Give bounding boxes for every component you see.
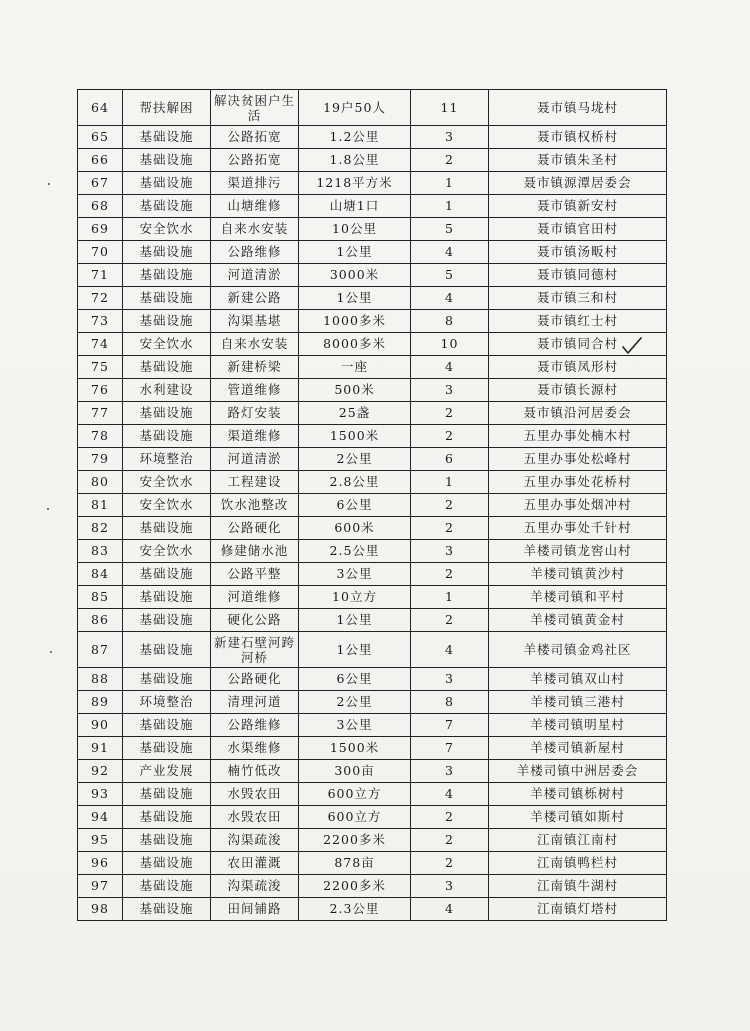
project-cell: 硬化公路 bbox=[211, 609, 299, 632]
table-row bbox=[78, 333, 667, 356]
location-cell: 江南镇江南村 bbox=[489, 829, 667, 852]
category-cell: 基础设施 bbox=[123, 402, 211, 425]
category-cell: 基础设施 bbox=[123, 195, 211, 218]
category-cell: 基础设施 bbox=[123, 425, 211, 448]
table-row bbox=[78, 310, 667, 333]
table-row bbox=[78, 898, 667, 921]
location-cell: 江南镇灯塔村 bbox=[489, 898, 667, 921]
count-cell: 10 bbox=[411, 333, 489, 356]
project-cell: 公路拓宽 bbox=[211, 149, 299, 172]
table-body bbox=[78, 90, 667, 921]
project-cell: 水毁农田 bbox=[211, 806, 299, 829]
scale-cell: 1500米 bbox=[299, 425, 411, 448]
location-cell: 五里办事处松峰村 bbox=[489, 448, 667, 471]
location-cell: 聂市镇朱圣村 bbox=[489, 149, 667, 172]
table-row bbox=[78, 494, 667, 517]
project-cell: 公路维修 bbox=[211, 241, 299, 264]
table-row bbox=[78, 264, 667, 287]
location-cell: 羊楼司镇黄金村 bbox=[489, 609, 667, 632]
category-cell: 产业发展 bbox=[123, 760, 211, 783]
location-cell: 聂市镇三和村 bbox=[489, 287, 667, 310]
project-cell: 管道维修 bbox=[211, 379, 299, 402]
category-cell: 基础设施 bbox=[123, 737, 211, 760]
row-number: 97 bbox=[78, 875, 123, 898]
scale-cell: 19户50人 bbox=[299, 90, 411, 126]
category-cell: 基础设施 bbox=[123, 287, 211, 310]
scale-cell: 3000米 bbox=[299, 264, 411, 287]
count-cell: 4 bbox=[411, 632, 489, 668]
scale-cell: 600立方 bbox=[299, 783, 411, 806]
scale-cell: 10立方 bbox=[299, 586, 411, 609]
category-cell: 基础设施 bbox=[123, 875, 211, 898]
count-cell: 2 bbox=[411, 852, 489, 875]
count-cell: 2 bbox=[411, 563, 489, 586]
table-row bbox=[78, 737, 667, 760]
scale-cell: 2公里 bbox=[299, 691, 411, 714]
category-cell: 基础设施 bbox=[123, 356, 211, 379]
location-cell: 聂市镇汤畈村 bbox=[489, 241, 667, 264]
project-cell: 河道维修 bbox=[211, 586, 299, 609]
row-number: 96 bbox=[78, 852, 123, 875]
project-cell: 饮水池整改 bbox=[211, 494, 299, 517]
location-cell: 五里办事处花桥村 bbox=[489, 471, 667, 494]
count-cell: 2 bbox=[411, 609, 489, 632]
scale-cell: 25盏 bbox=[299, 402, 411, 425]
project-cell: 田间铺路 bbox=[211, 898, 299, 921]
count-cell: 2 bbox=[411, 494, 489, 517]
scale-cell: 一座 bbox=[299, 356, 411, 379]
scale-cell: 878亩 bbox=[299, 852, 411, 875]
category-cell: 基础设施 bbox=[123, 563, 211, 586]
project-cell: 河道清淤 bbox=[211, 264, 299, 287]
row-number: 82 bbox=[78, 517, 123, 540]
count-cell: 2 bbox=[411, 402, 489, 425]
scale-cell: 1公里 bbox=[299, 632, 411, 668]
table-row bbox=[78, 852, 667, 875]
project-cell: 公路拓宽 bbox=[211, 126, 299, 149]
project-cell: 自来水安装 bbox=[211, 218, 299, 241]
category-cell: 基础设施 bbox=[123, 829, 211, 852]
category-cell: 环境整治 bbox=[123, 448, 211, 471]
project-cell: 水渠维修 bbox=[211, 737, 299, 760]
row-number: 93 bbox=[78, 783, 123, 806]
table-row bbox=[78, 402, 667, 425]
table-row bbox=[78, 632, 667, 668]
location-cell: 羊楼司镇黄沙村 bbox=[489, 563, 667, 586]
table-row bbox=[78, 287, 667, 310]
category-cell: 基础设施 bbox=[123, 714, 211, 737]
count-cell: 7 bbox=[411, 714, 489, 737]
location-cell: 江南镇鸭栏村 bbox=[489, 852, 667, 875]
location-cell: 五里办事处烟冲村 bbox=[489, 494, 667, 517]
table-row bbox=[78, 356, 667, 379]
count-cell: 2 bbox=[411, 149, 489, 172]
row-number: 74 bbox=[78, 333, 123, 356]
table-row bbox=[78, 783, 667, 806]
table-row bbox=[78, 714, 667, 737]
scale-cell: 1500米 bbox=[299, 737, 411, 760]
project-cell: 公路平整 bbox=[211, 563, 299, 586]
category-cell: 基础设施 bbox=[123, 668, 211, 691]
project-cell: 楠竹低改 bbox=[211, 760, 299, 783]
row-number: 69 bbox=[78, 218, 123, 241]
location-cell: 聂市镇沿河居委会 bbox=[489, 402, 667, 425]
table-row bbox=[78, 563, 667, 586]
location-cell: 江南镇牛湖村 bbox=[489, 875, 667, 898]
table-row bbox=[78, 218, 667, 241]
project-cell: 公路维修 bbox=[211, 714, 299, 737]
row-number: 66 bbox=[78, 149, 123, 172]
scale-cell: 1000多米 bbox=[299, 310, 411, 333]
scale-cell: 300亩 bbox=[299, 760, 411, 783]
count-cell: 4 bbox=[411, 287, 489, 310]
row-number: 98 bbox=[78, 898, 123, 921]
project-cell: 工程建设 bbox=[211, 471, 299, 494]
row-number: 70 bbox=[78, 241, 123, 264]
category-cell: 基础设施 bbox=[123, 852, 211, 875]
row-number: 86 bbox=[78, 609, 123, 632]
count-cell: 4 bbox=[411, 898, 489, 921]
table-row bbox=[78, 195, 667, 218]
category-cell: 安全饮水 bbox=[123, 540, 211, 563]
scan-speck bbox=[47, 508, 49, 510]
scale-cell: 3公里 bbox=[299, 563, 411, 586]
scale-cell: 500米 bbox=[299, 379, 411, 402]
table-row bbox=[78, 668, 667, 691]
project-table bbox=[77, 89, 667, 921]
location-cell: 羊楼司镇和平村 bbox=[489, 586, 667, 609]
category-cell: 水利建设 bbox=[123, 379, 211, 402]
count-cell: 4 bbox=[411, 783, 489, 806]
category-cell: 安全饮水 bbox=[123, 494, 211, 517]
scale-cell: 8000多米 bbox=[299, 333, 411, 356]
count-cell: 4 bbox=[411, 241, 489, 264]
table-row bbox=[78, 760, 667, 783]
row-number: 85 bbox=[78, 586, 123, 609]
table-row bbox=[78, 806, 667, 829]
scale-cell: 3公里 bbox=[299, 714, 411, 737]
count-cell: 6 bbox=[411, 448, 489, 471]
count-cell: 3 bbox=[411, 379, 489, 402]
scale-cell: 10公里 bbox=[299, 218, 411, 241]
row-number: 94 bbox=[78, 806, 123, 829]
count-cell: 3 bbox=[411, 126, 489, 149]
row-number: 87 bbox=[78, 632, 123, 668]
scale-cell: 2.8公里 bbox=[299, 471, 411, 494]
location-cell: 羊楼司镇金鸡社区 bbox=[489, 632, 667, 668]
scale-cell: 6公里 bbox=[299, 668, 411, 691]
category-cell: 基础设施 bbox=[123, 586, 211, 609]
row-number: 79 bbox=[78, 448, 123, 471]
table-row bbox=[78, 609, 667, 632]
location-cell: 五里办事处楠木村 bbox=[489, 425, 667, 448]
count-cell: 11 bbox=[411, 90, 489, 126]
project-cell: 自来水安装 bbox=[211, 333, 299, 356]
row-number: 75 bbox=[78, 356, 123, 379]
location-cell: 聂市镇马垅村 bbox=[489, 90, 667, 126]
category-cell: 环境整治 bbox=[123, 691, 211, 714]
location-cell: 羊楼司镇如斯村 bbox=[489, 806, 667, 829]
location-cell: 羊楼司镇双山村 bbox=[489, 668, 667, 691]
row-number: 68 bbox=[78, 195, 123, 218]
location-cell: 聂市镇长源村 bbox=[489, 379, 667, 402]
count-cell: 5 bbox=[411, 218, 489, 241]
location-cell: 聂市镇凤形村 bbox=[489, 356, 667, 379]
location-cell: 聂市镇红士村 bbox=[489, 310, 667, 333]
category-cell: 基础设施 bbox=[123, 172, 211, 195]
location-cell: 聂市镇源潭居委会 bbox=[489, 172, 667, 195]
row-number: 76 bbox=[78, 379, 123, 402]
row-number: 72 bbox=[78, 287, 123, 310]
location-cell: 聂市镇同德村 bbox=[489, 264, 667, 287]
count-cell: 1 bbox=[411, 195, 489, 218]
row-number: 81 bbox=[78, 494, 123, 517]
count-cell: 2 bbox=[411, 829, 489, 852]
project-cell: 农田灌溉 bbox=[211, 852, 299, 875]
project-cell: 沟渠疏浚 bbox=[211, 875, 299, 898]
checkmark-icon bbox=[622, 337, 642, 355]
count-cell: 1 bbox=[411, 586, 489, 609]
count-cell: 3 bbox=[411, 668, 489, 691]
category-cell: 帮扶解困 bbox=[123, 90, 211, 126]
table-row bbox=[78, 90, 667, 126]
category-cell: 基础设施 bbox=[123, 517, 211, 540]
location-cell: 聂市镇新安村 bbox=[489, 195, 667, 218]
location-cell: 羊楼司镇新屋村 bbox=[489, 737, 667, 760]
count-cell: 2 bbox=[411, 517, 489, 540]
table-row bbox=[78, 149, 667, 172]
row-number: 89 bbox=[78, 691, 123, 714]
table-row bbox=[78, 586, 667, 609]
row-number: 80 bbox=[78, 471, 123, 494]
row-number: 77 bbox=[78, 402, 123, 425]
project-cell: 河道清淤 bbox=[211, 448, 299, 471]
location-cell: 聂市镇权桥村 bbox=[489, 126, 667, 149]
category-cell: 基础设施 bbox=[123, 632, 211, 668]
category-cell: 基础设施 bbox=[123, 783, 211, 806]
count-cell: 3 bbox=[411, 760, 489, 783]
row-number: 95 bbox=[78, 829, 123, 852]
row-number: 65 bbox=[78, 126, 123, 149]
project-cell: 山塘维修 bbox=[211, 195, 299, 218]
category-cell: 安全饮水 bbox=[123, 471, 211, 494]
project-cell: 新建公路 bbox=[211, 287, 299, 310]
scan-speck bbox=[48, 183, 50, 185]
count-cell: 3 bbox=[411, 540, 489, 563]
project-cell: 清理河道 bbox=[211, 691, 299, 714]
table-row bbox=[78, 379, 667, 402]
row-number: 67 bbox=[78, 172, 123, 195]
scale-cell: 1公里 bbox=[299, 241, 411, 264]
scale-cell: 山塘1口 bbox=[299, 195, 411, 218]
location-cell: 聂市镇同合村 bbox=[489, 333, 667, 356]
category-cell: 基础设施 bbox=[123, 264, 211, 287]
scale-cell: 600米 bbox=[299, 517, 411, 540]
row-number: 90 bbox=[78, 714, 123, 737]
scale-cell: 1.8公里 bbox=[299, 149, 411, 172]
table-row bbox=[78, 241, 667, 264]
table-row bbox=[78, 540, 667, 563]
count-cell: 8 bbox=[411, 691, 489, 714]
count-cell: 8 bbox=[411, 310, 489, 333]
scale-cell: 6公里 bbox=[299, 494, 411, 517]
count-cell: 5 bbox=[411, 264, 489, 287]
table-row bbox=[78, 448, 667, 471]
table-row bbox=[78, 126, 667, 149]
table-row bbox=[78, 471, 667, 494]
category-cell: 安全饮水 bbox=[123, 218, 211, 241]
project-cell: 路灯安装 bbox=[211, 402, 299, 425]
project-cell: 沟渠疏浚 bbox=[211, 829, 299, 852]
row-number: 78 bbox=[78, 425, 123, 448]
project-cell: 修建储水池 bbox=[211, 540, 299, 563]
location-cell: 羊楼司镇栎树村 bbox=[489, 783, 667, 806]
location-cell: 羊楼司镇明星村 bbox=[489, 714, 667, 737]
table-row bbox=[78, 517, 667, 540]
table-row bbox=[78, 829, 667, 852]
scale-cell: 1公里 bbox=[299, 609, 411, 632]
project-cell: 公路硬化 bbox=[211, 517, 299, 540]
count-cell: 2 bbox=[411, 425, 489, 448]
category-cell: 基础设施 bbox=[123, 609, 211, 632]
category-cell: 基础设施 bbox=[123, 806, 211, 829]
project-cell: 公路硬化 bbox=[211, 668, 299, 691]
location-cell: 羊楼司镇龙窖山村 bbox=[489, 540, 667, 563]
row-number: 71 bbox=[78, 264, 123, 287]
row-number: 84 bbox=[78, 563, 123, 586]
category-cell: 基础设施 bbox=[123, 310, 211, 333]
category-cell: 基础设施 bbox=[123, 149, 211, 172]
category-cell: 安全饮水 bbox=[123, 333, 211, 356]
category-cell: 基础设施 bbox=[123, 126, 211, 149]
project-cell: 水毁农田 bbox=[211, 783, 299, 806]
table-row bbox=[78, 875, 667, 898]
project-cell: 解决贫困户生活 bbox=[211, 90, 299, 126]
table-row bbox=[78, 691, 667, 714]
category-cell: 基础设施 bbox=[123, 898, 211, 921]
scale-cell: 2.3公里 bbox=[299, 898, 411, 921]
count-cell: 1 bbox=[411, 172, 489, 195]
scale-cell: 2200多米 bbox=[299, 829, 411, 852]
scale-cell: 1.2公里 bbox=[299, 126, 411, 149]
scale-cell: 2公里 bbox=[299, 448, 411, 471]
scale-cell: 2200多米 bbox=[299, 875, 411, 898]
table-row bbox=[78, 425, 667, 448]
row-number: 92 bbox=[78, 760, 123, 783]
category-cell: 基础设施 bbox=[123, 241, 211, 264]
count-cell: 1 bbox=[411, 471, 489, 494]
row-number: 64 bbox=[78, 90, 123, 126]
scale-cell: 600立方 bbox=[299, 806, 411, 829]
project-cell: 新建石壁河跨河桥 bbox=[211, 632, 299, 668]
location-cell: 聂市镇官田村 bbox=[489, 218, 667, 241]
table-row bbox=[78, 172, 667, 195]
row-number: 91 bbox=[78, 737, 123, 760]
row-number: 83 bbox=[78, 540, 123, 563]
location-cell: 羊楼司镇三港村 bbox=[489, 691, 667, 714]
count-cell: 4 bbox=[411, 356, 489, 379]
location-cell: 羊楼司镇中洲居委会 bbox=[489, 760, 667, 783]
scale-cell: 2.5公里 bbox=[299, 540, 411, 563]
count-cell: 2 bbox=[411, 806, 489, 829]
scan-speck bbox=[50, 651, 52, 653]
row-number: 73 bbox=[78, 310, 123, 333]
count-cell: 3 bbox=[411, 875, 489, 898]
scale-cell: 1公里 bbox=[299, 287, 411, 310]
scale-cell: 1218平方米 bbox=[299, 172, 411, 195]
count-cell: 7 bbox=[411, 737, 489, 760]
project-cell: 渠道维修 bbox=[211, 425, 299, 448]
project-cell: 沟渠基堪 bbox=[211, 310, 299, 333]
project-cell: 渠道排污 bbox=[211, 172, 299, 195]
row-number: 88 bbox=[78, 668, 123, 691]
project-cell: 新建桥梁 bbox=[211, 356, 299, 379]
location-cell: 五里办事处千针村 bbox=[489, 517, 667, 540]
